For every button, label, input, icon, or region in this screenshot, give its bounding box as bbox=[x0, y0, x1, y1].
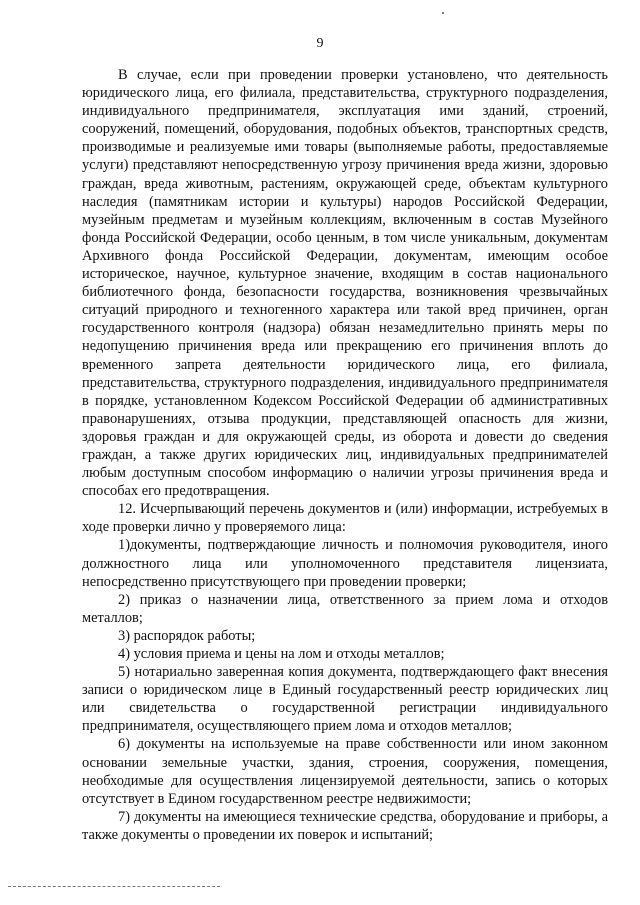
list-item-2: 2) приказ о назначении лица, ответственного за прием лома и отходов металлов; bbox=[82, 591, 608, 626]
list-item-4: 4) условия приема и цены на лом и отходы металлов; bbox=[118, 646, 445, 662]
list-item-5: 5) нотариально заверенная копия документа, подтверждающего факт внесения записи о юридическом лице в Единый государственный реестр юридических лиц или свидетельства о государственной регистрации индивидуального предпринимателя, осуществляющего прием лома и отходов металлов; bbox=[82, 664, 608, 735]
scan-speck bbox=[442, 12, 444, 14]
list-item-7: 7) документы на имеющиеся технические средства, оборудование и приборы, а также документы о проведении их поверок и испытаний; bbox=[82, 808, 608, 843]
paragraph-threat-measures: В случае, если при проведении проверки установлено, что деятельность юридического лица, его филиала, представительства, структурного подразделения, индивидуального предпринимателя, эксплуатация ими зданий, строений, сооружений, помещений, оборудования, подобных объектов, транспортных средств, производимые и реализуемые ими товары (выполняемые работы, предоставляемые услуги) представляют непосредственную угрозу причинения вреда жизни, здоровью граждан, вреда животным, растениям, окружающей среде, объектам культурного наследия (памятникам истории и культуры) народов Российской Федерации, музейным предметам и музейным коллекциям, включенным в состав Музейного фонда Российской Федерации, особо ценным, в том числе уникальным, документам Архивного фонда Российской Федерации, документам, имеющим особое историческое, научное, культурное значение, входящим в состав национального библиотечного фонда, безопасности государства, возникновения чрезвычайных ситуаций природного и техногенного характера или такой вред причинен, орган государственного контроля (надзора) обязан незамедлительно принять меры по недопущению причинения вреда или прекращению его причинения вплоть до временного запрета деятельности юридического лица, его филиала, представительства, структурного подразделения, индивидуального предпринимателя в порядке, установленном Кодексом Российской Федерации об административных правонарушениях, отзыва продукции, представляющей опасность для жизни, здоровья граждан и для окружающей среды, из оборота и довести до сведения граждан, а также других юридических лиц, индивидуальных предпринимателей любым доступным способом информацию о наличии угрозы причинения вреда и способах его предотвращения. bbox=[82, 67, 608, 500]
list-item-3: 3) распорядок работы; bbox=[118, 627, 256, 644]
page-number: 9 bbox=[316, 36, 324, 51]
paragraph-12-document-list: 12. Исчерпывающий перечень документов и (или) информации, истребуемых в ходе проверки лично у проверяемого лица: bbox=[82, 501, 608, 536]
list-item-6: 6) документы на используемые на праве собственности или ином законном основании земельные участки, здания, строения, сооружения, помещения, необходимые для осуществления лицензируемой деятельности, запись о которых отсутствует в Едином государственном реестре недвижимости; bbox=[82, 736, 608, 807]
footer-rule bbox=[8, 886, 220, 887]
document-body bbox=[82, 66, 608, 844]
list-item-1: 1)документы, подтверждающие личность и полномочия руководителя, иного должностного лица или уполномоченного представителя лицензиата, непосредственно присутствующего при проведении проверки; bbox=[82, 537, 608, 590]
